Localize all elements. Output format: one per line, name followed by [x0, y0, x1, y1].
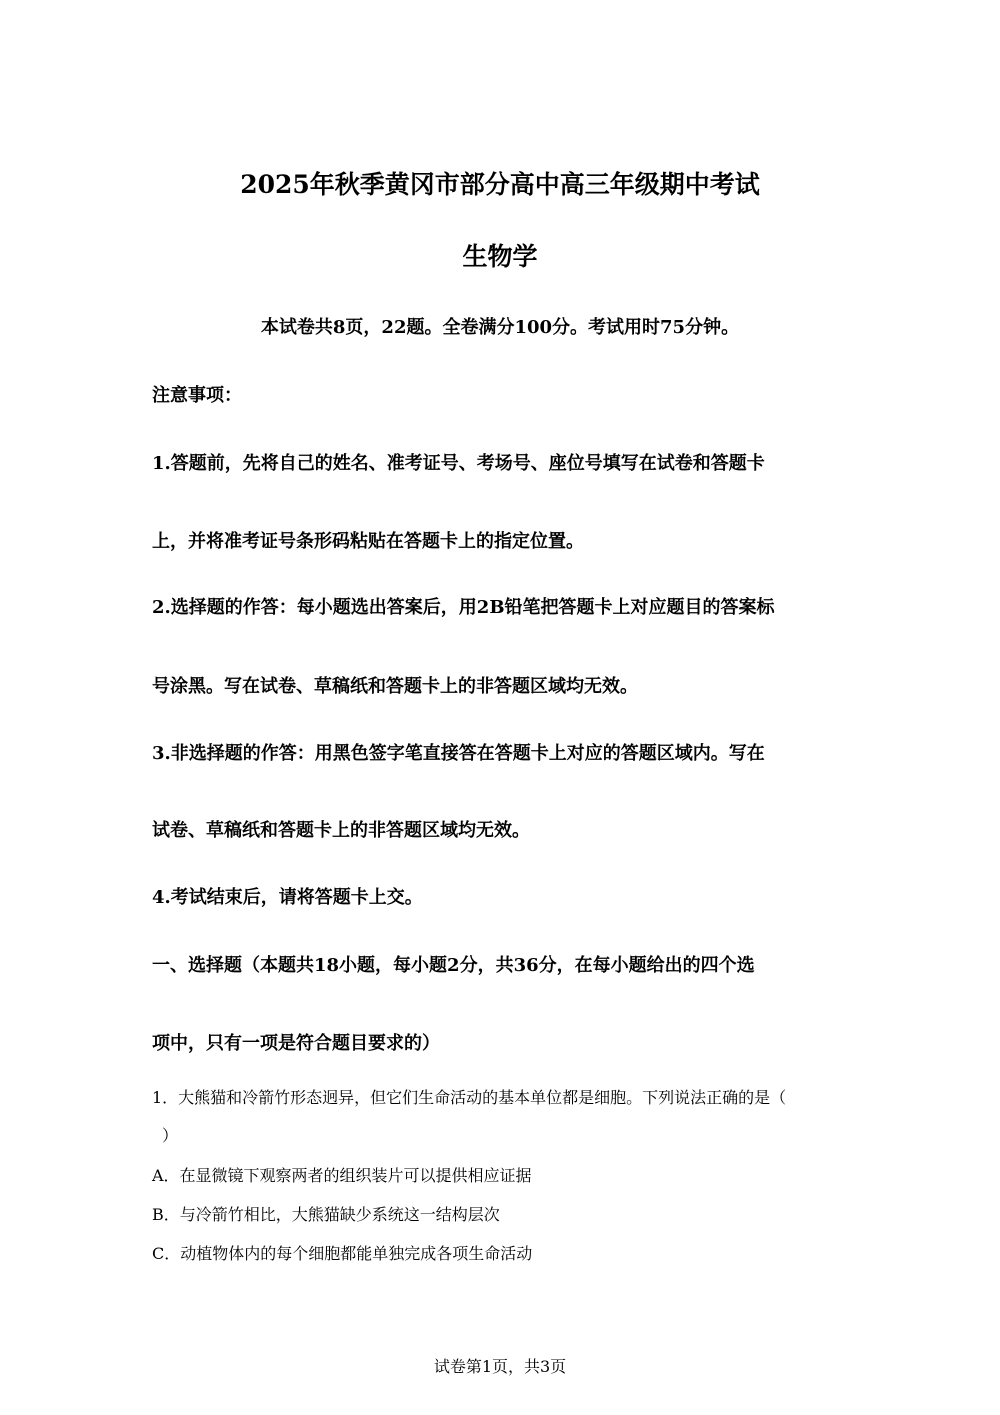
notice-item-2-line-2: 号涂黑。写在试卷、草稿纸和答题卡上的非答题区域均无效。 [152, 676, 638, 697]
exam-title: 2025年秋季黄冈市部分高中高三年级期中考试 [240, 170, 760, 199]
question-1-stem-line-1: 1．大熊猫和冷箭竹形态迥异，但它们生命活动的基本单位都是细胞。下列说法正确的是（ [152, 1088, 787, 1107]
section-heading-line-2: 项中，只有一项是符合题目要求的） [152, 1033, 440, 1054]
subject-title: 生物学 [462, 242, 538, 271]
notice-item-1-line-2: 上，并将准考证号条形码粘贴在答题卡上的指定位置。 [152, 531, 584, 552]
notice-item-1-line-1: 1.答题前，先将自己的姓名、准考证号、考场号、座位号填写在试卷和答题卡 [152, 453, 765, 474]
question-1-option-a: A．在显微镜下观察两者的组织装片可以提供相应证据 [152, 1166, 532, 1185]
section-heading-line-1: 一、选择题（本题共18小题，每小题2分，共36分，在每小题给出的四个选 [152, 955, 755, 976]
question-1-option-c: C．动植物体内的每个细胞都能单独完成各项生命活动 [152, 1244, 533, 1263]
question-1-option-b: B．与冷箭竹相比，大熊猫缺少系统这一结构层次 [152, 1205, 500, 1224]
exam-info: 本试卷共8页，22题。全卷满分100分。考试用时75分钟。 [260, 317, 740, 338]
notice-heading: 注意事项： [152, 385, 242, 406]
page-footer: 试卷第1页，共3页 [433, 1357, 567, 1376]
question-1-stem-line-2: ） [162, 1126, 179, 1145]
notice-item-2-line-1: 2.选择题的作答：每小题选出答案后，用2B铅笔把答题卡上对应题目的答案标 [152, 597, 775, 618]
notice-item-3-line-1: 3.非选择题的作答：用黑色签字笔直接答在答题卡上对应的答题区域内。写在 [152, 743, 765, 764]
notice-item-3-line-2: 试卷、草稿纸和答题卡上的非答题区域均无效。 [152, 820, 530, 841]
notice-item-4-line-1: 4.考试结束后，请将答题卡上交。 [152, 887, 423, 908]
